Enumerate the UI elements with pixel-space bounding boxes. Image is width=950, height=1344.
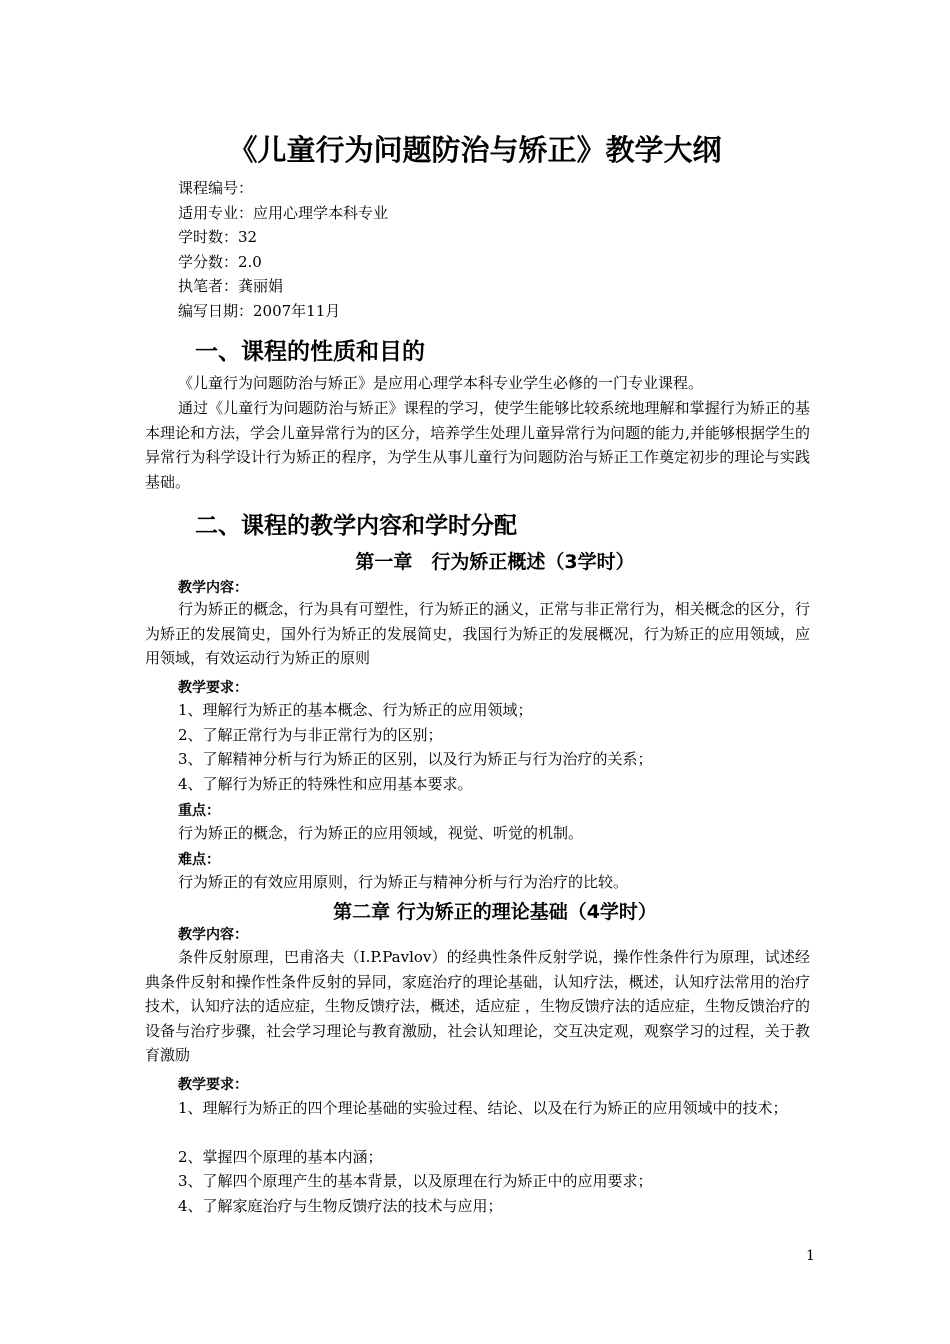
chapter2-requirement-3: 3、了解四个原理产生的基本背景，以及原理在行为矫正中的应用要求；: [178, 1172, 653, 1190]
chapter1-difficulty-label: 难点：: [178, 852, 220, 868]
course-meta: [178, 176, 388, 324]
section2-heading: 二、课程的教学内容和学时分配: [195, 513, 517, 539]
chapter1-requirements-label: 教学要求：: [178, 680, 248, 696]
course-credits: 学分数：2.0: [178, 252, 262, 271]
chapter1-title: 第一章 行为矫正概述（3学时）: [355, 551, 635, 573]
applicable-major: 适用专业：应用心理学本科专业: [178, 203, 389, 222]
chapter1-key-label: 重点：: [178, 803, 220, 819]
chapter2-requirements-label: 教学要求：: [178, 1077, 248, 1093]
section1-paragraph-2: 通过《儿童行为问题防治与矫正》课程的学习，使学生能够比较系统地理解和掌握行为矫正的基本理论和方法，学会儿童异常行为的区分，培养学生处理儿童异常行为问题的能力,并能够根据学生的异常行为科学设计行为矫正的程序，为学生从事儿童行为问题防治与矫正工作奠定初步的理论与实践基础。: [145, 399, 810, 491]
section1-paragraph-1: 《儿童行为问题防治与矫正》是应用心理学本科专业学生必修的一门专业课程。: [178, 374, 704, 392]
chapter2-requirement-4: 4、了解家庭治疗与生物反馈疗法的技术与应用；: [178, 1197, 503, 1215]
chapter1-requirement-3: 3、了解精神分析与行为矫正的区别，以及行为矫正与行为治疗的关系；: [178, 750, 653, 768]
course-code: 课程编号：: [178, 179, 254, 197]
chapter2-requirement-1: 1、理解行为矫正的四个理论基础的实验过程、结论、以及在行为矫正的应用领域中的技术；: [178, 1099, 788, 1117]
chapter1-requirement-2: 2、了解正常行为与非正常行为的区别；: [178, 726, 443, 744]
chapter1-difficulties: 行为矫正的有效应用原则，行为矫正与精神分析与行为治疗的比较。: [178, 873, 629, 891]
chapter2-content: 条件反射原理，巴甫洛夫（I.P.Pavlov）的经典性条件反射学说，操作性条件行为原理，试述经典条件反射和操作性条件反射的异同，家庭治疗的理论基础，认知疗法，概述，认知疗法常用的治疗技术，认知疗法的适应症，生物反馈疗法，概述，适应症 ，生物反馈疗法的适应症，生物反馈治疗的设备与治疗步骤，社会学习理论与教育激励，社会认知理论，交互决定观，观察学习的过程，关于教育激励: [145, 948, 810, 1065]
page-number: 1: [806, 1248, 815, 1264]
chapter2-requirement-2: 2、掌握四个原理的基本内涵；: [178, 1148, 383, 1166]
document-title: 《儿童行为问题防治与矫正》教学大纲: [228, 133, 722, 167]
chapter1-content: 行为矫正的概念，行为具有可塑性，行为矫正的涵义，正常与非正常行为，相关概念的区分，行为矫正的发展简史，国外行为矫正的发展简史，我国行为矫正的发展概况，行为矫正的应用领域，应用领域，有效运动行为矫正的原则: [145, 600, 810, 668]
chapter1-requirement-1: 1、理解行为矫正的基本概念、行为矫正的应用领域；: [178, 701, 533, 719]
course-hours: 学时数：32: [178, 228, 258, 247]
section1-heading: 一、课程的性质和目的: [195, 339, 425, 365]
course-author: 执笔者：龚丽娟: [178, 277, 284, 296]
chapter2-content-label: 教学内容：: [178, 927, 248, 943]
chapter2-title: 第二章 行为矫正的理论基础（4学时）: [333, 901, 657, 923]
chapter1-content-label: 教学内容：: [178, 580, 248, 596]
chapter1-requirement-4: 4、了解行为矫正的特殊性和应用基本要求。: [178, 775, 473, 793]
compile-date: 编写日期：2007年11月: [178, 301, 341, 320]
chapter1-key-points: 行为矫正的概念，行为矫正的应用领域，视觉、听觉的机制。: [178, 824, 584, 842]
